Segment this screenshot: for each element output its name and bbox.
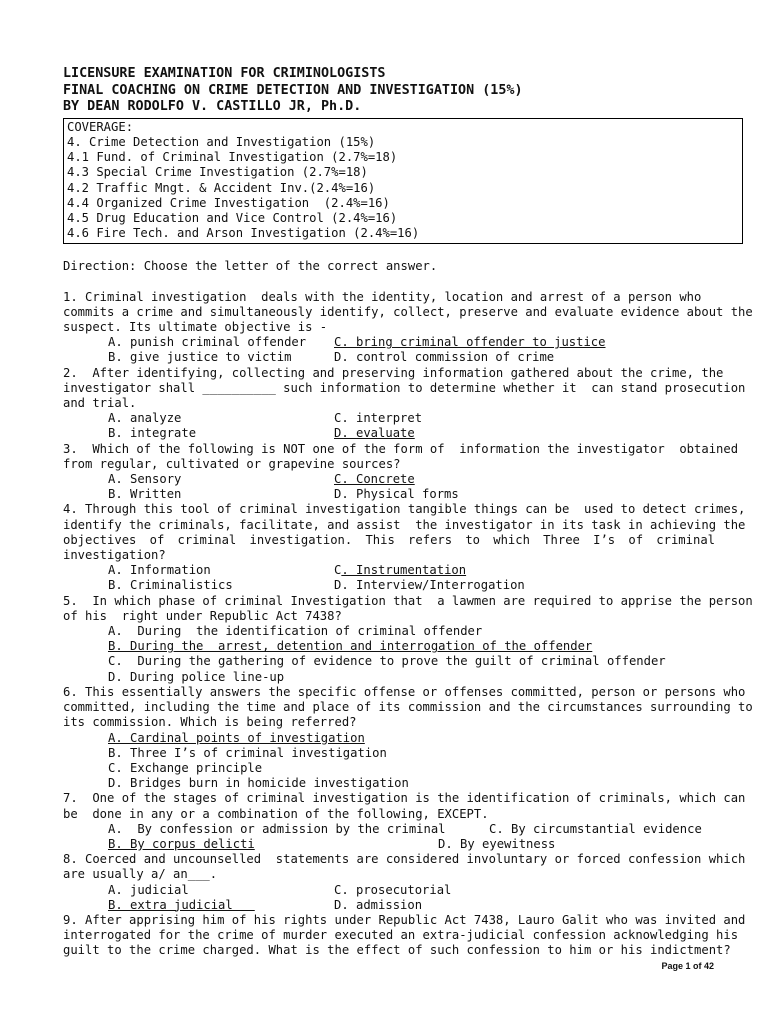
choice-c: C. interpret [334, 411, 423, 426]
coverage-item: 4.2 Traffic Mngt. & Accident Inv.(2.4%=16) [67, 180, 376, 195]
question-text: of his right under Republic Act 7438? [63, 608, 342, 623]
question-5 [63, 593, 753, 685]
question-1 [63, 289, 753, 366]
question-text: objectives of criminal investigation. This refers to which Three I’s of criminal [63, 532, 715, 547]
header-line-1: LICENSURE EXAMINATION FOR CRIMINOLOGISTS [63, 66, 386, 81]
choice-d: D. admission [334, 897, 423, 912]
question-text: 5. In which phase of criminal Investigation that a lawmen are required to apprise the person [63, 593, 753, 608]
coverage-item: 4.1 Fund. of Criminal Investigation (2.7%=18) [67, 150, 398, 165]
question-9 [63, 912, 746, 959]
choice-c: C. By circumstantial evidence [489, 821, 702, 836]
question-2 [63, 365, 746, 442]
page-number: Page 1 of 42 [661, 961, 714, 971]
question-text: commits a crime and simultaneously identify, collect, preserve and evaluate evidence about the [63, 304, 753, 319]
choice-c-answer: C. Instrumentation [334, 563, 467, 578]
choice-b: B. give justice to victim [108, 350, 292, 365]
question-8 [63, 852, 746, 913]
choice-c-answer: C. Concrete [334, 472, 415, 487]
choice-d: D. Bridges burn in homicide investigation [108, 776, 409, 791]
choice-d: D. During police line-up [108, 669, 285, 684]
coverage-title: COVERAGE: [67, 119, 134, 134]
choice-b: B. Three I’s of criminal investigation [108, 745, 387, 760]
question-text: be done in any or a combination of the following, EXCEPT. [63, 806, 489, 821]
coverage-item: 4.5 Drug Education and Vice Control (2.4%=16) [67, 211, 398, 225]
choice-c: C. Exchange principle [108, 760, 263, 775]
choice-b: B. Written [108, 487, 182, 502]
question-text: 1. Criminal investigation deals with the identity, location and arrest of a person who [63, 289, 702, 304]
question-text: from regular, cultivated or grapevine sources? [63, 456, 401, 471]
question-text: 4. Through this tool of criminal investigation tangible things can be used to detect crimes, [63, 502, 746, 517]
question-text: investigator shall __________ such information to determine whether it can stand prosecution [63, 380, 746, 395]
choice-a: A. By confession or admission by the criminal [108, 821, 446, 836]
question-6 [63, 684, 753, 791]
choice-a: A. During the identification of criminal offender [108, 624, 483, 639]
choice-d-answer: D. evaluate [334, 426, 415, 441]
question-text: 3. Which of the following is NOT one of the form of information the investigator obtained [63, 441, 739, 456]
choice-d: D. By eyewitness [438, 836, 556, 851]
coverage-item: 4.6 Fire Tech. and Arson Investigation (2.4%=16) [67, 226, 420, 241]
header-line-2: FINAL COACHING ON CRIME DETECTION AND INVESTIGATION (15%) [63, 82, 523, 98]
question-text: 8. Coerced and uncounselled statements are considered involuntary or forced confession which [63, 852, 746, 867]
choice-d: D. control commission of crime [334, 350, 555, 365]
choice-c-answer: C. bring criminal offender to justice [334, 335, 606, 350]
question-4 [63, 502, 746, 593]
choice-c: C. During the gathering of evidence to prove the guilt of criminal offender [108, 654, 666, 669]
choice-b-answer: B. During the arrest, detention and interrogation of the offender [108, 639, 593, 654]
exam-page [63, 66, 753, 959]
choice-a: A. judicial [108, 882, 189, 897]
direction-text: Direction: Choose the letter of the correct answer. [63, 259, 438, 274]
question-text: and trial. [63, 396, 137, 411]
question-text: investigation? [63, 548, 166, 563]
question-text: its commission. Which is being referred? [63, 715, 357, 730]
choice-a-answer: A. Cardinal points of investigation [108, 730, 365, 745]
question-text: suspect. Its ultimate objective is - [63, 320, 328, 335]
choice-c: C. prosecutorial [334, 882, 452, 897]
coverage-item: 4.4 Organized Crime Investigation (2.4%=16) [67, 195, 390, 210]
choice-d: D. Physical forms [334, 487, 459, 502]
coverage-item: 4. Crime Detection and Investigation (15%) [67, 134, 376, 149]
question-text: committed, including the time and place of its commission and the circumstances surrounding to [63, 700, 753, 715]
coverage-box [63, 118, 743, 245]
choice-a: A. analyze [108, 411, 182, 426]
question-text: 6. This essentially answers the specific offense or offenses committed, person or persons who [63, 684, 746, 699]
question-7 [63, 791, 746, 852]
question-text: 7. One of the stages of criminal investigation is the identification of criminals, which can [63, 791, 746, 806]
choice-b-answer: B. extra judicial [108, 897, 255, 912]
choice-a: A. Sensory [108, 472, 182, 487]
question-text: 9. After apprising him of his rights under Republic Act 7438, Lauro Galit who was invited and [63, 912, 746, 927]
question-text: interrogated for the crime of murder executed an extra-judicial confession acknowledging his [63, 928, 739, 943]
choice-d: D. Interview/Interrogation [334, 578, 525, 593]
choice-a: A. punish criminal offender [108, 335, 307, 350]
question-text: guilt to the crime charged. What is the effect of such confession to him or his indictment? [63, 943, 731, 958]
choice-b: B. Criminalistics [108, 578, 233, 593]
question-text: are usually a/ an___. [63, 867, 218, 882]
coverage-item: 4.3 Special Crime Investigation (2.7%=18) [67, 165, 368, 180]
header-line-3: BY DEAN RODOLFO V. CASTILLO JR, Ph.D. [63, 99, 362, 115]
choice-b: B. integrate [108, 426, 197, 441]
question-text: identify the criminals, facilitate, and assist the investigator in its task in achieving the [63, 517, 746, 532]
choice-b-answer: B. By corpus delicti [108, 836, 255, 851]
question-text: 2. After identifying, collecting and preserving information gathered about the crime, the [63, 365, 724, 380]
choice-a: A. Information [108, 563, 211, 578]
question-3 [63, 441, 739, 503]
